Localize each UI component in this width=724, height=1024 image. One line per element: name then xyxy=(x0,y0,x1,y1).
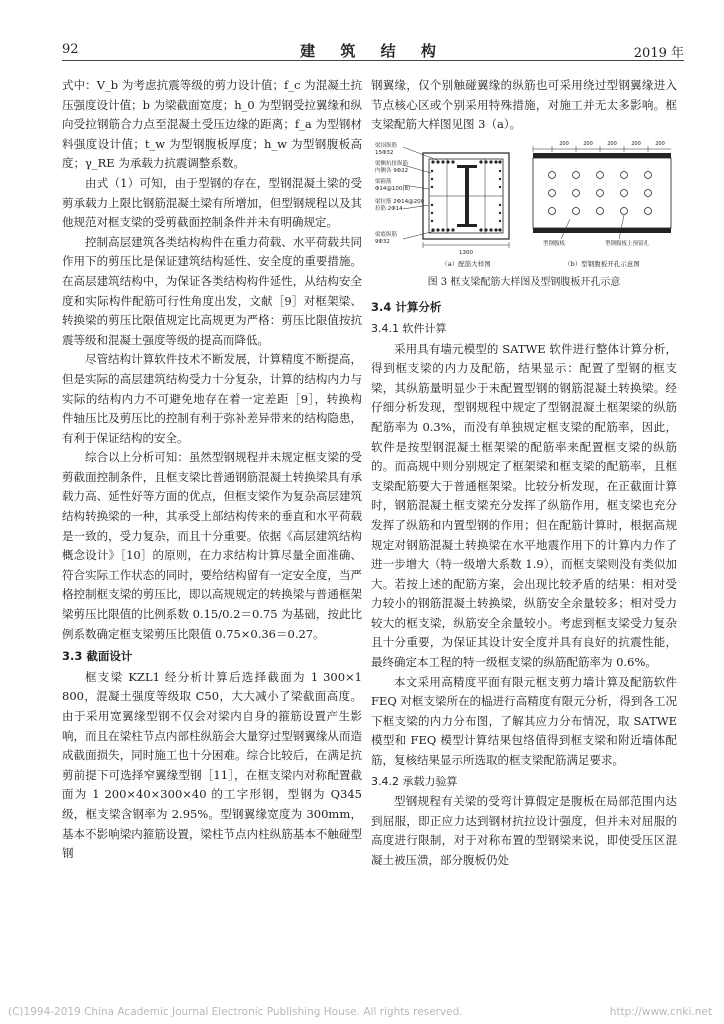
caption-a: （a）配筋大样图 xyxy=(441,259,491,268)
dimension-spacing-3: 200 xyxy=(607,140,617,147)
label-web-hole: 型钢腹板上预留孔 xyxy=(605,240,650,247)
caption-b: （b）型钢腹板开孔示意图 xyxy=(564,259,640,268)
label-bottom-bars-spec: 9Φ32 xyxy=(375,238,390,245)
label-top-bars-spec: 15Φ32 xyxy=(375,149,394,156)
label-side-bars-spec: 内侧各 9Φ22 xyxy=(375,167,409,174)
paragraph-section-design: 框支梁 KZL1 经分析计算后选择截面为 1 300×1 800，混凝土强度等级取 C50，大大减小了梁截面高度。由于采用宽翼缘型钢不仅会对梁内自身的箍筋设置产生影响，而且在梁柱节点内部柱纵筋会大量穿过型钢翼缘从而造成截面损失，同时施工也十分困难。综合比较后，在满足抗剪前提下可选择窄翼缘型钢［11］，在框支梁内对称配置截面为 1 200×40×300×40 的工字形钢，型钢为 Q345 级，框支梁含钢率为 2.95%。型钢翼缘宽度为 300mm，基本不影响梁内箍筋设置，梁柱节点内柱纵筋基本不触碰型钢 xyxy=(62,669,362,861)
page-header xyxy=(62,38,684,61)
label-side-bars: 梁侧抗扭纵筋 xyxy=(375,160,409,167)
paragraph-shear-ratio: 控制高层建筑各类结构构件在重力荷载、水平荷载共同作用下的剪压比是保证建筑结构延性、安全度的重要措施。在高层建筑结构中，为保证各类结构构件延性，从结构安全度和实际构件配筋可行性角度出发，文献［9］对框架梁、转换梁的剪压比限值规定比高规更为严格：剪压比限值按抗震等级和混凝土强度等级的提高而降低。 xyxy=(62,234,362,347)
label-tie-bars-2: 拉筋 2Φ14 xyxy=(375,205,403,212)
paragraph-satwe: 采用具有墙元模型的 SATWE 软件进行整体计算分析，得到框支梁的内力及配筋，结果显示：配置了型钢的框支梁，其纵筋量明显少于未配置型钢的钢筋混凝土转换梁。经仔细分析发现，型钢规程中规定了型钢混凝土框架梁的纵筋配筋率为 0.3%，而没有单独规定框支梁的配筋率，因此，软件是按型钢混凝土框架梁的配筋率来配置框支梁的纵筋的。而高规中则分别规定了框架梁和框支梁的配筋率，且框支梁配筋要大于普通框架梁。比较分析发现，在正截面计算时，钢筋混凝土框支梁充分发挥了纵筋作用，框支梁也充分发挥了纵筋和内置型钢的作用；但在配筋计算时，根据高规规定对钢筋混凝土转换梁在水平地震作用下的计算内力作了进一步增大（特一级增大系数 1.9），而框支梁则没有类似加大。若按上述的配筋方案，会出现比较矛盾的结果：相对受力较小的钢筋混凝土转换梁，纵筋安全余量较多；相对受力较大的框支梁，纵筋安全余量较小。考虑到框支梁受力复杂且十分重要，为保证其设计安全度并具有良好的抗震性能，最终确定本工程的特一级框支梁的纵筋配筋率为 0.6%。 xyxy=(371,341,677,670)
section-3-3-heading: 3.3 截面设计 xyxy=(62,649,133,664)
dimension-spacing-5: 200 xyxy=(655,140,665,147)
web-opening-drawing xyxy=(533,141,671,268)
figure-3 xyxy=(371,139,677,271)
rebar-detail-drawing xyxy=(375,141,509,268)
dimension-spacing-4: 200 xyxy=(631,140,641,147)
paragraph-capacity: 型钢规程有关梁的受弯计算假定是腹板在局部范围内达到屈服，即正应力达到钢材抗拉设计强度，但并未对屈服的高度进行限制，对于对称布置的型钢梁来说，即使受压区混凝土被压溃，部分腹板仍处 xyxy=(371,794,677,867)
label-tie-bars: 梁拉筋 2Φ14@200 xyxy=(375,198,425,205)
label-stirrups-spec: Φ14@100(8) xyxy=(375,185,411,192)
label-stirrups: 梁箍筋 xyxy=(375,178,392,185)
journal-year: 2019 年 xyxy=(633,46,684,61)
paragraph-summary: 综合以上分析可知：虽然型钢规程并未规定框支梁的受剪截面控制条件，且框支梁比普通钢筋混凝土转换梁具有承载力高、延性好等方面的优点，但框支梁作为复杂高层建筑结构转换梁的一种，其承受上部结构传来的垂直和水平荷载是一致的，受力复杂，而且十分重要。依据《高层建筑结构概念设计》［10］的原则，在力求结构计算尽量全面准确、符合实际工作状态的同时，要给结构留有一定安全度，当严格控制框支梁的剪压比，即以高规规定的转换梁与普通框架梁剪压比限值的比例系数 0.15/0.2＝0.75 为基础，按此比例系数确定框支梁剪压比限值 0.75×0.36＝0.27。 xyxy=(62,450,362,641)
copyright-notice: (C)1994-2019 China Academic Journal Electronic Publishing House. All rights reserved. xyxy=(8,1006,463,1018)
paragraph-software: 尽管结构计算软件技术不断发展，计算精度不断提高，但是实际的高层建筑结构受力十分复杂，计算的结构内力与实际的结构内力不可避免地存在着一定差距［9］，转换构件轴压比及剪压比的控制有利于弥补差异带来的结构隐患，有利于保证结构的安全。 xyxy=(62,352,362,445)
paragraph-symbols: 式中：V_b 为考虑抗震等级的剪力设计值；f_c 为混凝土抗压强度设计值；b 为梁截面宽度；h_0 为型钢受拉翼缘和纵向受拉钢筋合力点至混凝土受压边缘的距离；f_a 为型钢材料强度设计值；t_w 为型钢腹板厚度；h_w 为型钢腹板高度；γ_RE 为承载力抗震调整系数。 xyxy=(62,78,362,171)
paragraph-formula-note: 由式（1）可知，由于型钢的存在，型钢混凝土梁的受剪承载力上限比钢筋混凝土梁有所增加，但型钢规程以及其他规范对框支梁的受剪截面控制条件并未有明确规定。 xyxy=(62,175,362,230)
label-top-bars: 梁顶纵筋 xyxy=(375,142,398,149)
dimension-spacing-2: 200 xyxy=(583,140,593,147)
paragraph-continued: 钢翼缘，仅个别触碰翼缘的纵筋也可采用绕过型钢翼缘进入节点核心区或个别采用特殊措施，对施工并无太多影响。框支梁配筋大样图见图 3（a）。 xyxy=(371,78,677,132)
dimension-spacing-1: 200 xyxy=(559,140,569,147)
left-column xyxy=(62,76,362,864)
page-number: 92 xyxy=(62,42,79,57)
label-bottom-bars: 梁底纵筋 xyxy=(375,231,398,238)
figure-3-drawing xyxy=(371,139,677,271)
section-3-4-1-heading: 3.4.1 软件计算 xyxy=(371,321,447,335)
label-steel-web: 型钢腹板 xyxy=(543,240,566,247)
figure-caption: 图 3 框支梁配筋大样图及型钢腹板开孔示意 xyxy=(427,276,621,288)
paragraph-feq: 本文采用高精度平面有限元框支剪力墙计算及配筋软件 FEQ 对框支梁所在的榀进行高精度有限元分析，得到各工况下框支梁的内力分布图，了解其应力分布情况，取 SATWE 模型和 FEQ 模型计算结果包络值得到框支梁和附近墙体配筋，复核结果显示所选取的框支梁配筋满足要求。 xyxy=(371,674,677,768)
section-3-4-heading: 3.4 计算分析 xyxy=(371,300,442,315)
dimension-width: 1300 xyxy=(459,249,473,256)
footer-url: http://www.cnki.net xyxy=(609,1006,712,1018)
section-3-4-2-heading: 3.4.2 承载力验算 xyxy=(371,774,458,788)
journal-title: 建 筑 结 构 xyxy=(300,42,446,60)
right-column xyxy=(371,76,677,871)
